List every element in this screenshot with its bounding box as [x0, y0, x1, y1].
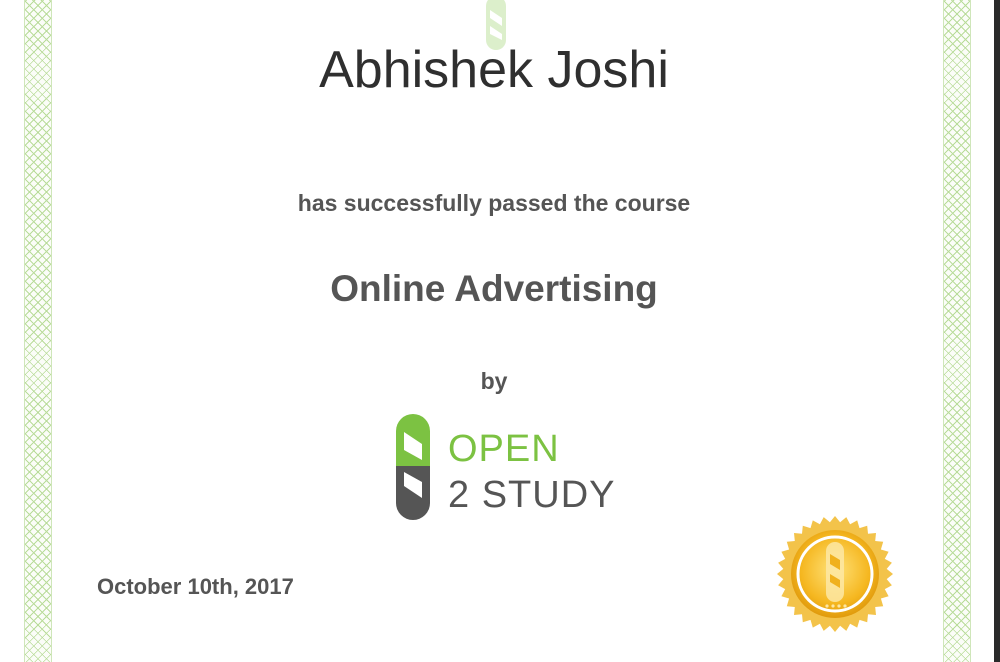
issue-date: October 10th, 2017: [97, 574, 294, 599]
completion-statement: has successfully passed the course: [297, 190, 691, 216]
window-edge: [994, 0, 1000, 662]
by-label: by: [480, 368, 508, 394]
open2study-logo-icon: [392, 410, 434, 524]
recipient-name: Abhishek Joshi: [319, 41, 669, 99]
course-title: Online Advertising: [330, 268, 658, 309]
logo-text-2study: 2 STUDY: [448, 474, 616, 516]
logo-text-open: OPEN: [448, 428, 560, 470]
provider-logo: [392, 410, 622, 524]
gold-seal-icon: [776, 514, 894, 634]
